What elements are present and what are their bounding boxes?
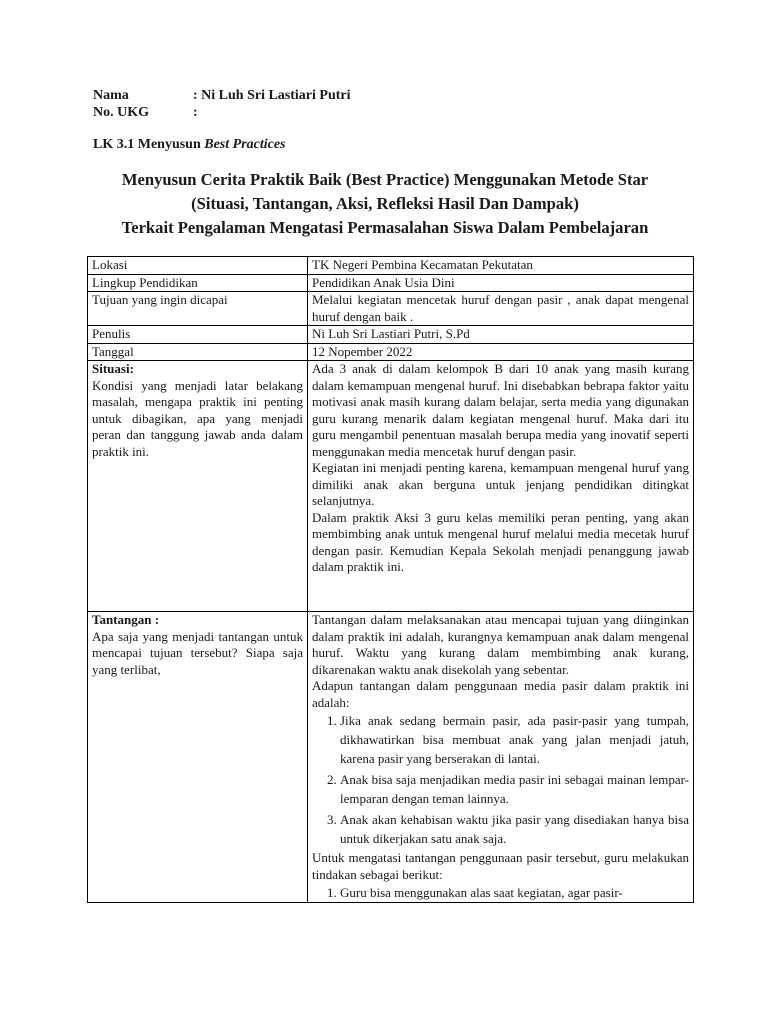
table-row: [88, 292, 694, 326]
document-title: [80, 168, 690, 240]
tantangan-paragraph-1: Tantangan dalam melaksanakan atau mencapai tujuan yang diinginkan dalam praktik ini adalah, kurangnya kemampuan anak dalam mengenal huruf. Waktu yang kurang dalam membimbing anak kurang, dikarenakan waktu anak disekolah yang sebentar.: [312, 612, 689, 677]
row-label-tujuan: Tujuan yang ingin dicapai: [88, 292, 308, 326]
list-item: 1. Guru bisa menggunakan alas saat kegiatan, agar pasir-: [340, 883, 689, 902]
title-line-3: Terkait Pengalaman Mengatasi Permasalahan Siswa Dalam Pembelajaran: [121, 218, 649, 237]
row-label-lokasi: Lokasi: [88, 257, 308, 275]
row-label-penulis: Penulis: [88, 326, 308, 344]
list-item: 3. Anak akan kehabisan waktu jika pasir yang disediakan hanya bisa untuk dikerjakan satu anak saja.: [340, 810, 689, 848]
ukg-key: No. UKG: [93, 105, 149, 120]
tantangan-description: Apa saja yang menjadi tantangan untuk mencapai tujuan tersebut? Siapa saja yang terlibat,: [92, 628, 303, 677]
row-label-lingkup: Lingkup Pendidikan: [88, 274, 308, 292]
ukg-row: [93, 104, 351, 121]
identity-header: [93, 87, 351, 121]
table-row-situasi: [88, 361, 694, 612]
tantangan-paragraph-3: Untuk mengatasi tantangan penggunaan pasir tersebut, guru melakukan tindakan sebagai berikut:: [312, 850, 689, 882]
name-value: : Ni Luh Sri Lastiari Putri: [193, 88, 351, 103]
ukg-value: :: [193, 105, 198, 120]
name-row: [93, 87, 351, 104]
lk-prefix: LK 3.1 Menyusun: [93, 137, 205, 152]
best-practice-table: [87, 256, 694, 903]
list-item: 2. Anak bisa saja menjadikan media pasir ini sebagai mainan lempar-lemparan dengan teman lainnya.: [340, 770, 689, 808]
row-value-lokasi: TK Negeri Pembina Kecamatan Pekutatan: [308, 257, 694, 275]
row-value-tanggal: 12 Nopember 2022: [308, 343, 694, 361]
title-line-1: Menyusun Cerita Praktik Baik (Best Practice) Menggunakan Metode Star: [121, 170, 649, 189]
title-line-2: (Situasi, Tantangan, Aksi, Refleksi Hasil Dan Dampak): [191, 194, 579, 213]
row-value-penulis: Ni Luh Sri Lastiari Putri, S.Pd: [308, 326, 694, 344]
lk-heading: [93, 137, 286, 153]
table-row: [88, 343, 694, 361]
situasi-label-cell: [88, 361, 308, 612]
row-value-tujuan: Melalui kegiatan mencetak huruf dengan pasir , anak dapat mengenal huruf dengan baik .: [308, 292, 694, 326]
row-label-tanggal: Tanggal: [88, 343, 308, 361]
table-row: [88, 257, 694, 275]
list-item: 1. Jika anak sedang bermain pasir, ada pasir-pasir yang tumpah, dikhawatirkan bisa membuat anak yang jalan menjadi jatuh, karena pasir yang berserakan di lantai.: [340, 711, 689, 768]
situasi-paragraph-2: Kegiatan ini menjadi penting karena, kemampuan mengenal huruf yang dimiliki anak akan berguna untuk jenjang pendidikan ditingkat selanjutnya.: [312, 460, 689, 508]
tindakan-list: [312, 883, 689, 902]
tantangan-label-cell: [88, 612, 308, 903]
tantangan-paragraph-2: Adapun tantangan dalam penggunaan media pasir dalam praktik ini adalah:: [312, 678, 689, 710]
table-row-tantangan: [88, 612, 694, 903]
tantangan-content-cell: [308, 612, 694, 903]
lk-italic: Best Practices: [204, 137, 286, 152]
situasi-paragraph-1: Ada 3 anak di dalam kelompok B dari 10 anak yang masih kurang dalam kemampuan mengenal huruf. Ini disebabkan bebrapa faktor yaitu motivasi anak masih kurang dalam belajar, serta media yang digunakan guru kurang menarik dalam kegiatan mengenal huruf. Maka dari itu guru mengambil penentuan masalah berupa media yang inovatif seperti menggunakan media mencetak huruf dengan pasir.: [312, 361, 689, 459]
situasi-paragraph-3: Dalam praktik Aksi 3 guru kelas memiliki peran penting, yang akan membimbing anak untuk mengenal huruf melalui media mecetak huruf dengan pasir. Kemudian Kepala Sekolah menjadi penanggung jawab dalam praktik ini.: [312, 509, 689, 574]
situasi-content-cell: [308, 361, 694, 612]
name-key: Nama: [93, 88, 129, 103]
table-row: [88, 326, 694, 344]
tantangan-list: [312, 711, 689, 848]
row-value-lingkup: Pendidikan Anak Usia Dini: [308, 274, 694, 292]
situasi-heading: Situasi:: [92, 361, 134, 376]
tantangan-heading: Tantangan :: [92, 612, 160, 627]
table-row: [88, 274, 694, 292]
situasi-description: Kondisi yang menjadi latar belakang masalah, mengapa praktik ini penting untuk dibagikan, apa yang menjadi peran dan tanggung jawab anda dalam praktik ini.: [92, 377, 303, 459]
